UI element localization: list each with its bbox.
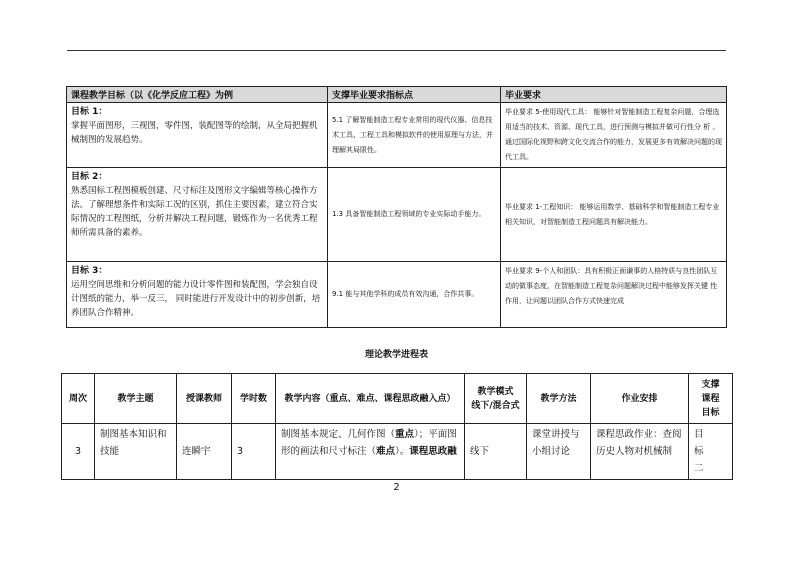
method-cell: 课堂讲授与小组讨论 xyxy=(527,424,591,480)
goal-cell xyxy=(689,424,733,480)
header-goal: 支撑 课程 目标 xyxy=(689,374,733,424)
header-method: 教学方法 xyxy=(527,374,591,424)
header-topic: 教学主题 xyxy=(95,374,177,424)
goal-text: 熟悉国标工程图模板创建、尺寸标注及图形文字编辑等核心操作方法。了解理想条件和实际工况的区别，抓住主要因素，建立符合实际情况的工程图纸，分析并解决工程问题，锻炼作为一名优秀工程师所需具备的素养。 xyxy=(71,186,318,238)
header-indicator: 支撑毕业要求指标点 xyxy=(328,87,501,103)
content-difficult-point: 难点 xyxy=(376,446,396,457)
mode-cell: 线下 xyxy=(465,424,527,480)
goal-text: 运用空间思维和分析问题的能力设计零件图和装配图，学会独自设计图纸的能力，举一反三， 同时能进行开发设计中的初步创新，培养团队合作精神。 xyxy=(71,280,321,318)
content-ideology-point: 课程思政融 xyxy=(409,446,457,457)
goal-cell xyxy=(67,262,328,328)
content-cell xyxy=(276,424,465,480)
indicator-cell: 1.3 具备智能制造工程领域的专业实际动手能力。 xyxy=(328,168,501,262)
content-text: 制图基本规定、几何作图（ xyxy=(281,429,396,440)
goal-text: 掌握平面图形，三视图，零件图，装配图等的绘制，从全局把握机械制图的发展趋势。 xyxy=(71,121,318,145)
goal-title: 目标 2： xyxy=(71,172,108,182)
page-number: 2 xyxy=(393,482,400,493)
header-homework: 作业安排 xyxy=(591,374,689,424)
header-content: 教学内容（重点、难点、课程思政融入点） xyxy=(276,374,465,424)
header-teacher: 授课教师 xyxy=(177,374,232,424)
goal-title: 目标 3： xyxy=(71,266,108,276)
goal-title: 目标 1： xyxy=(71,107,108,117)
support-goal: 目 标 二 xyxy=(694,429,713,474)
content-text: ）。 xyxy=(395,446,410,457)
objective-row xyxy=(67,168,727,262)
indicator-cell: 9.1 能与其他学科的成员有效沟通，合作共事。 xyxy=(328,262,501,328)
header-hours: 学时数 xyxy=(232,374,276,424)
hours-cell: 3 xyxy=(232,424,276,480)
requirement-cell: 毕业要求 1-工程知识： 能够运用数学、基础科学和智能制造工程专业相关知识，对智能制造工程问题具有解决能力。 xyxy=(501,168,727,262)
requirement-cell: 毕业要求 9-个人和团队：具有积极正面谦事的人格特质与良性团队互动的做事态度，在智能制造工程复杂问题解决过程中能够发挥关键 性作用，让问题以团队合作方式快速完成 xyxy=(501,262,727,328)
schedule-row xyxy=(62,424,733,480)
teacher-cell: 连瞬宇 xyxy=(177,424,232,480)
header-week: 周次 xyxy=(62,374,95,424)
header-mode: 教学模式 线下/混合式 xyxy=(465,374,527,424)
schedule-header-row xyxy=(62,374,733,424)
schedule-table xyxy=(61,373,733,480)
schedule-title: 理论教学进程表 xyxy=(364,350,428,360)
topic-cell: 制图基本知识和技能 xyxy=(95,424,177,480)
homework-cell: 课程思政作业：查阅历史人物对机械制 xyxy=(591,424,689,480)
objectives-table xyxy=(66,86,727,328)
content-text: ）；平面图形的画法和尺寸标注（ xyxy=(281,429,457,457)
week-cell: 3 xyxy=(62,424,95,480)
indicator-cell: 5.1 了解智能制造工程专业常用的现代仪器、信息技术工具、工程工具和模拟软件的使用原理与方法，并理解其局限性。 xyxy=(328,103,501,168)
header-goal: 课程教学目标（以《化学反应工程》为例 xyxy=(67,87,328,103)
goal-cell xyxy=(67,103,328,168)
objective-row xyxy=(67,103,727,168)
objectives-header-row xyxy=(67,87,727,103)
requirement-cell: 毕业要求 5-使用现代工具： 能够针对智能制造工程复杂问题，合理选用适当的技术、资源、现代工具，进行预测与模拟并做可行性分 析 。通过国际化视野和跨文化交流合作的能力，发展更多有效解决问题的现代工具。 xyxy=(501,103,727,168)
header-requirement: 毕业要求 xyxy=(501,87,727,103)
header-rule xyxy=(67,50,726,51)
objective-row xyxy=(67,262,727,328)
goal-cell xyxy=(67,168,328,262)
content-key-point: 重点 xyxy=(395,429,415,440)
